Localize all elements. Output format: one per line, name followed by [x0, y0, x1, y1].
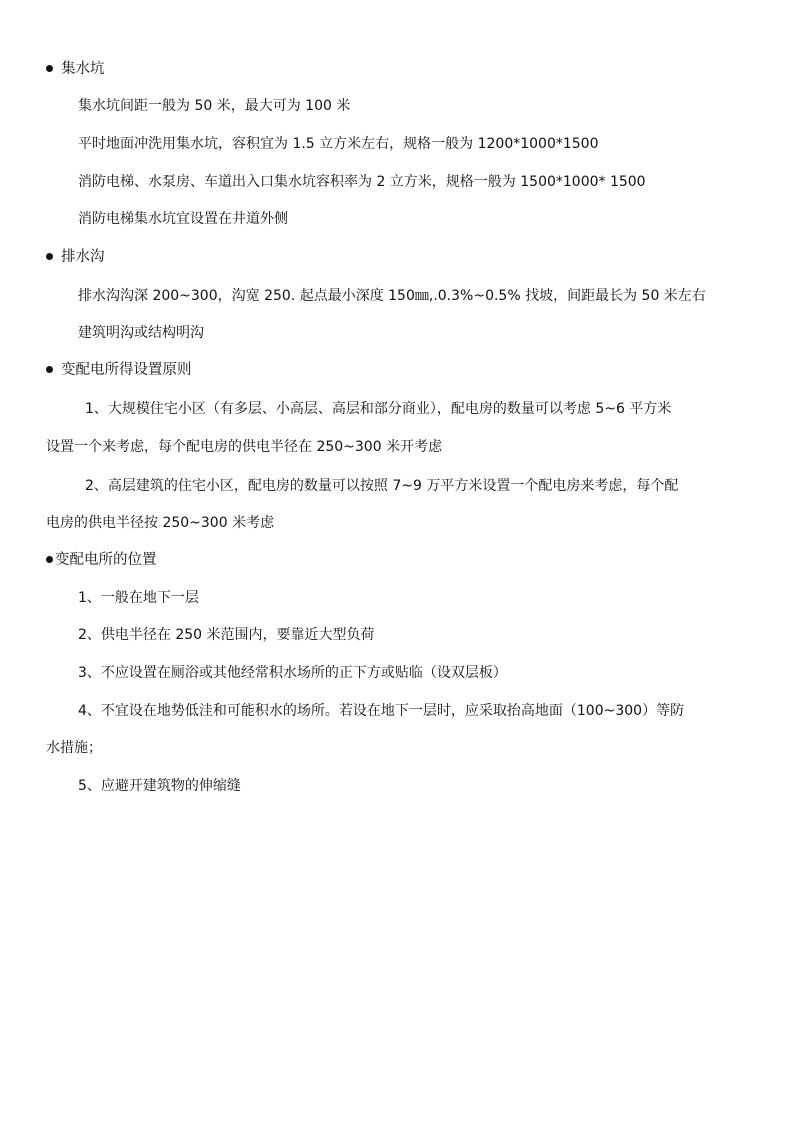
- section-title: 排水沟: [61, 249, 105, 265]
- paragraph-line: 1、大规模住宅小区（有多层、小高层、高层和部分商业），配电房的数量可以考虑 5~6 平方米: [85, 401, 672, 417]
- text-line: 消防电梯集水坑宜设置在井道外侧: [78, 211, 288, 227]
- bullet-icon: [46, 366, 53, 373]
- section-title: 变配电所得设置原则: [61, 362, 192, 378]
- paragraph-line: 2、高层建筑的住宅小区，配电房的数量可以按照 7~9 万平方米设置一个配电房来考虑，每个配: [85, 478, 679, 494]
- list-item: 3、不应设置在厕浴或其他经常积水场所的正下方或贴临（设双层板）: [78, 665, 507, 681]
- list-item: 1、一般在地下一层: [78, 590, 199, 606]
- section-heading-drain: [46, 247, 105, 267]
- text-line: 消防电梯、水泵房、车道出入口集水坑容积率为 2 立方米，规格一般为 1500*1000* 1500: [78, 174, 646, 190]
- bullet-icon: [46, 65, 53, 72]
- list-item: 2、供电半径在 250 米范围内，要靠近大型负荷: [78, 627, 375, 643]
- section-heading-substation-principles: [46, 360, 192, 380]
- section-title: 变配电所的位置: [55, 552, 157, 568]
- paragraph-line: 电房的供电半径按 250~300 米考虑: [46, 515, 275, 531]
- section-title: 集水坑: [61, 61, 105, 77]
- text-line: 排水沟沟深 200~300，沟宽 250. 起点最小深度 150㎜,.0.3%~0.5% 找坡，间距最长为 50 米左右: [78, 288, 706, 304]
- list-item-continuation: 水措施；: [46, 740, 102, 756]
- text-line: 平时地面冲洗用集水坑，容积宜为 1.5 立方米左右，规格一般为 1200*1000*1500: [78, 136, 599, 152]
- text-line: 建筑明沟或结构明沟: [78, 325, 204, 341]
- bullet-icon: [46, 556, 53, 563]
- paragraph-line: 设置一个来考虑，每个配电房的供电半径在 250~300 米开考虑: [46, 439, 443, 455]
- bullet-icon: [46, 253, 53, 260]
- list-item: 5、应避开建筑物的伸缩缝: [78, 778, 241, 794]
- list-item: 4、不宜设在地势低洼和可能积水的场所。若设在地下一层时，应采取抬高地面（100~300）等防: [78, 703, 685, 719]
- section-heading-substation-location: [46, 550, 157, 570]
- section-heading-sump: [46, 59, 105, 79]
- text-line: 集水坑间距一般为 50 米，最大可为 100 米: [78, 98, 351, 114]
